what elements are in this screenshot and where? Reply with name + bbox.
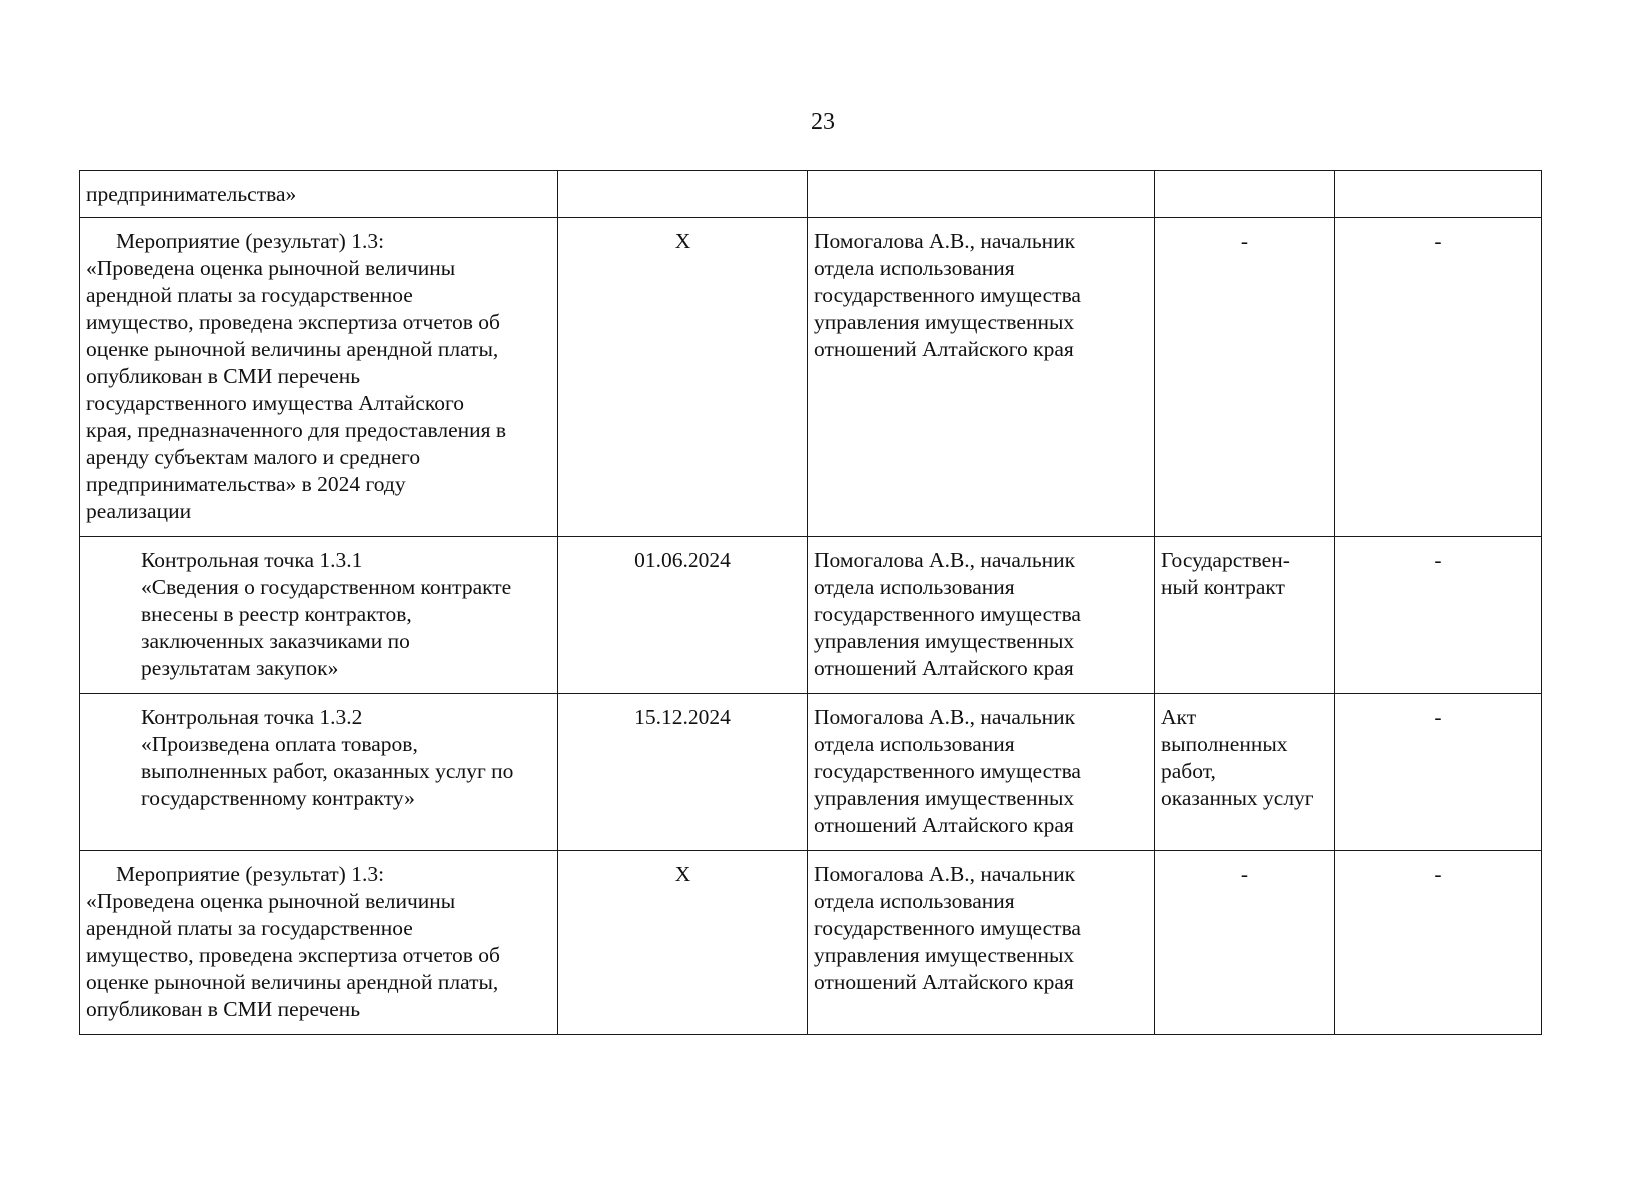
text-line: государственного имущества	[814, 602, 1081, 626]
text-line: государственного имущества Алтайского	[86, 391, 464, 415]
text-line: государственному контракту»	[141, 786, 415, 810]
deadline-cell: X	[558, 218, 808, 537]
responsible-cell	[808, 851, 1155, 1035]
text-line: Акт	[1161, 705, 1197, 729]
plan-table	[79, 170, 1542, 1035]
responsible-cell	[808, 171, 1155, 218]
event-cell	[80, 694, 558, 851]
text-line: арендной платы за государственное	[86, 283, 413, 307]
text-line: Помогалова А.В., начальник	[814, 705, 1076, 729]
responsible-cell	[808, 218, 1155, 537]
responsible-cell	[808, 694, 1155, 851]
text-line: отношений Алтайского края	[814, 337, 1074, 361]
text-line: выполненных	[1161, 732, 1288, 756]
text-line: отношений Алтайского края	[814, 970, 1074, 994]
info-system-cell: -	[1335, 218, 1542, 537]
text-line: реализации	[86, 499, 192, 523]
document-cell	[1155, 537, 1335, 694]
responsible-cell	[808, 537, 1155, 694]
text-line: государственного имущества	[814, 759, 1081, 783]
event-cell	[80, 851, 558, 1035]
text-line: государственного имущества	[814, 283, 1081, 307]
text-line: государственного имущества	[814, 916, 1081, 940]
text-line: Контрольная точка 1.3.1	[141, 548, 363, 572]
text-line: отдела использования	[814, 889, 1015, 913]
text-line: ный контракт	[1161, 575, 1285, 599]
text-line: оказанных услуг	[1161, 786, 1314, 810]
page-number: 23	[811, 109, 835, 135]
text-line: предпринимательства»	[86, 182, 297, 206]
text-line: внесены в реестр контрактов,	[141, 602, 412, 626]
text-line: опубликован в СМИ перечень	[86, 997, 361, 1021]
text-line: «Проведена оценка рыночной величины	[86, 889, 456, 913]
text-line: отдела использования	[814, 732, 1015, 756]
text-line: арендной платы за государственное	[86, 916, 413, 940]
document-cell	[1155, 171, 1335, 218]
text-line: -	[1240, 862, 1249, 886]
deadline-cell: 01.06.2024	[558, 537, 808, 694]
table-row	[80, 851, 1542, 1035]
text-line: «Проведена оценка рыночной величины	[86, 256, 456, 280]
text-line: имущество, проведена экспертиза отчетов об	[86, 310, 500, 334]
text-line: Контрольная точка 1.3.2	[141, 705, 363, 729]
text-line: заключенных заказчиками по	[141, 629, 410, 653]
document-cell	[1155, 694, 1335, 851]
text-line: имущество, проведена экспертиза отчетов об	[86, 943, 500, 967]
text-line: управления имущественных	[814, 786, 1075, 810]
text-line: Государствен-	[1161, 548, 1290, 572]
table-row	[80, 537, 1542, 694]
document-cell	[1155, 851, 1335, 1035]
text-line: «Произведена оплата товаров,	[141, 732, 418, 756]
text-line: аренду субъектам малого и среднего	[86, 445, 421, 469]
text-line: оценке рыночной величины арендной платы,	[86, 337, 499, 361]
text-line: отдела использования	[814, 256, 1015, 280]
info-system-cell: -	[1335, 537, 1542, 694]
text-line: отношений Алтайского края	[814, 656, 1074, 680]
event-cell	[80, 171, 558, 218]
event-cell	[80, 537, 558, 694]
text-line: управления имущественных	[814, 943, 1075, 967]
info-system-cell: -	[1335, 694, 1542, 851]
text-line: работ,	[1161, 759, 1216, 783]
table-row	[80, 171, 1542, 218]
text-line: управления имущественных	[814, 310, 1075, 334]
text-line: Помогалова А.В., начальник	[814, 862, 1076, 886]
text-line: Мероприятие (результат) 1.3:	[116, 229, 385, 253]
deadline-cell: X	[558, 851, 808, 1035]
text-line: Мероприятие (результат) 1.3:	[116, 862, 385, 886]
deadline-cell	[558, 171, 808, 218]
event-cell	[80, 218, 558, 537]
text-line: опубликован в СМИ перечень	[86, 364, 361, 388]
info-system-cell: -	[1335, 851, 1542, 1035]
text-line: Помогалова А.В., начальник	[814, 548, 1076, 572]
text-line: управления имущественных	[814, 629, 1075, 653]
text-line: отдела использования	[814, 575, 1015, 599]
text-line: отношений Алтайского края	[814, 813, 1074, 837]
document-cell	[1155, 218, 1335, 537]
text-line: оценке рыночной величины арендной платы,	[86, 970, 499, 994]
text-line: «Сведения о государственном контракте	[141, 575, 512, 599]
info-system-cell	[1335, 171, 1542, 218]
table-row	[80, 694, 1542, 851]
text-line: края, предназначенного для предоставления в	[86, 418, 507, 442]
text-line: предпринимательства» в 2024 году	[86, 472, 406, 496]
text-line: выполненных работ, оказанных услуг по	[141, 759, 514, 783]
table-row	[80, 218, 1542, 537]
deadline-cell: 15.12.2024	[558, 694, 808, 851]
text-line: -	[1240, 229, 1249, 253]
text-line: Помогалова А.В., начальник	[814, 229, 1076, 253]
text-line: результатам закупок»	[141, 656, 339, 680]
